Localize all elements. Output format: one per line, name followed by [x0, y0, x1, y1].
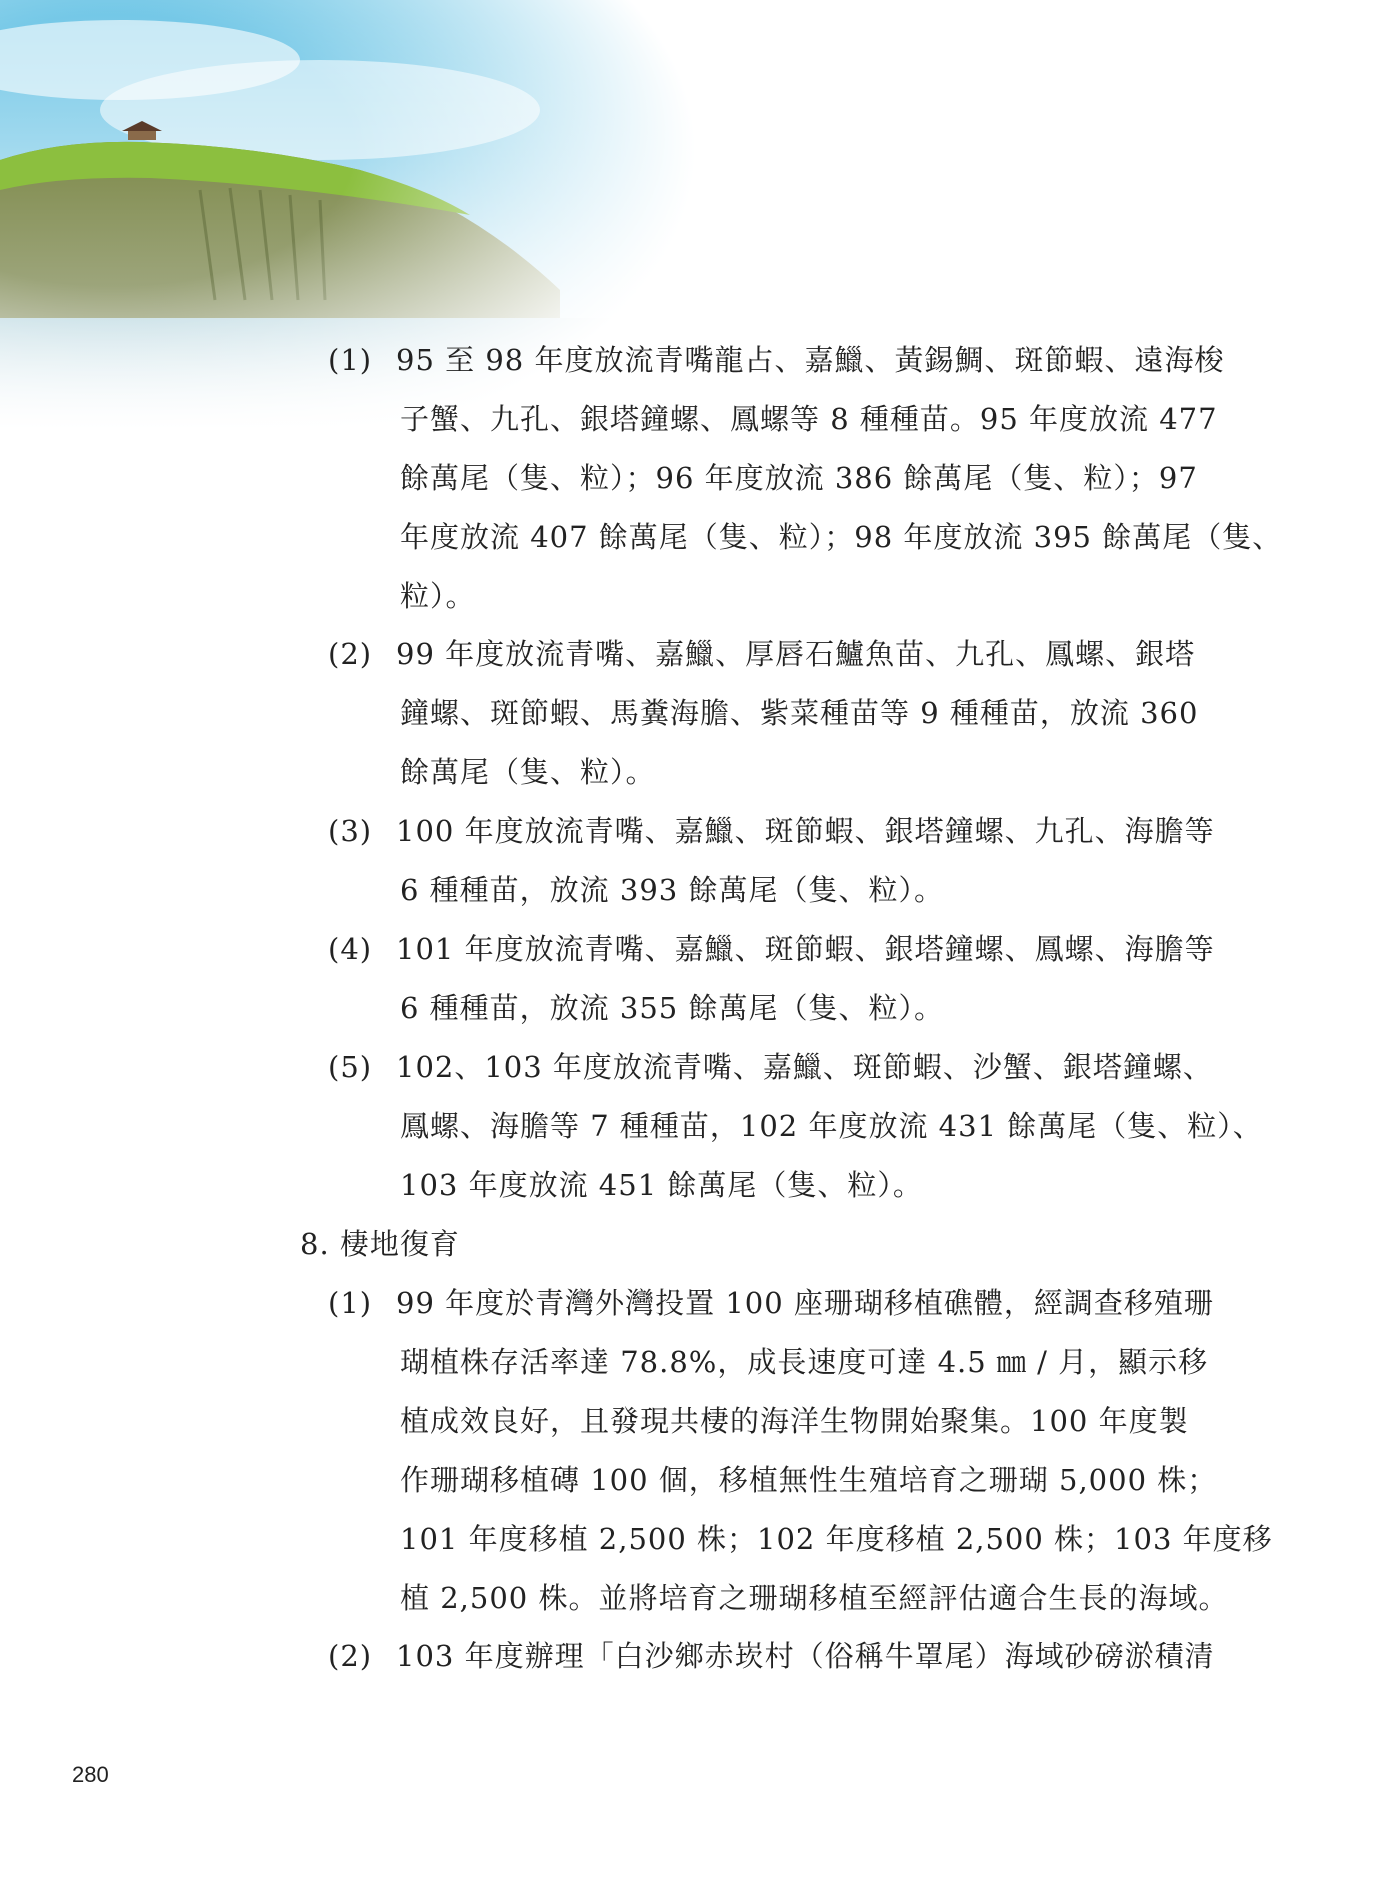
text-line: 102、103 年度放流青嘴、嘉鱲、斑節蝦、沙蟹、銀塔鐘螺、 — [396, 1050, 1213, 1084]
text-line: 瑚植株存活率達 78.8%，成長速度可達 4.5 ㎜ / 月，顯示移 — [400, 1345, 1209, 1379]
text-line: 103 年度放流 451 餘萬尾（隻、粒）。 — [400, 1168, 923, 1202]
list-item — [328, 331, 1282, 626]
text-line: 6 種種苗，放流 355 餘萬尾（隻、粒）。 — [400, 991, 944, 1025]
item-number: (1) — [328, 343, 373, 377]
list-item — [328, 1274, 1273, 1628]
text-line: 鳳螺、海膽等 7 種種苗，102 年度放流 431 餘萬尾（隻、粒）、 — [400, 1109, 1263, 1143]
text-line: 年度放流 407 餘萬尾（隻、粒）；98 年度放流 395 餘萬尾（隻、 — [400, 520, 1283, 554]
item-number: (5) — [328, 1050, 373, 1084]
text-line: 粒）。 — [400, 579, 476, 613]
section-heading: 8. 棲地復育 — [300, 1227, 460, 1261]
text-line: 餘萬尾（隻、粒）；96 年度放流 386 餘萬尾（隻、粒）；97 — [400, 461, 1198, 495]
list-item — [328, 1038, 1263, 1215]
text-line: 子蟹、九孔、銀塔鐘螺、鳳螺等 8 種種苗。95 年度放流 477 — [400, 402, 1218, 436]
list-item — [328, 920, 1215, 1038]
list-item — [328, 1627, 1215, 1686]
text-line: 99 年度放流青嘴、嘉鱲、厚唇石鱸魚苗、九孔、鳳螺、銀塔 — [396, 637, 1196, 671]
text-line: 6 種種苗，放流 393 餘萬尾（隻、粒）。 — [400, 873, 944, 907]
text-line: 餘萬尾（隻、粒）。 — [400, 755, 656, 789]
list-item — [328, 802, 1215, 920]
text-line: 植成效良好，且發現共棲的海洋生物開始聚集。100 年度製 — [400, 1404, 1189, 1438]
text-line: 101 年度移植 2,500 株；102 年度移植 2,500 株；103 年度移 — [400, 1522, 1273, 1556]
page-number: 280 — [72, 1762, 109, 1787]
text-line: 作珊瑚移植磚 100 個，移植無性生殖培育之珊瑚 5,000 株； — [400, 1463, 1218, 1497]
text-line: 植 2,500 株。並將培育之珊瑚移植至經評估適合生長的海域。 — [400, 1581, 1229, 1615]
item-number: (2) — [328, 1639, 373, 1673]
item-number: (2) — [328, 637, 373, 671]
text-line: 鐘螺、斑節蝦、馬糞海膽、紫菜種苗等 9 種種苗，放流 360 — [400, 696, 1199, 730]
item-number: (1) — [328, 1286, 373, 1320]
text-line: 99 年度於青灣外灣投置 100 座珊瑚移植礁體，經調查移殖珊 — [396, 1286, 1214, 1320]
text-line: 95 至 98 年度放流青嘴龍占、嘉鱲、黃錫鯛、斑節蝦、遠海梭 — [396, 343, 1225, 377]
item-number: (4) — [328, 932, 373, 966]
text-line: 100 年度放流青嘴、嘉鱲、斑節蝦、銀塔鐘螺、九孔、海膽等 — [396, 814, 1215, 848]
list-item — [328, 625, 1198, 802]
text-line: 103 年度辦理「白沙鄉赤崁村（俗稱牛罩尾）海域砂磅淤積清 — [396, 1639, 1215, 1673]
item-number: (3) — [328, 814, 373, 848]
text-line: 101 年度放流青嘴、嘉鱲、斑節蝦、銀塔鐘螺、鳳螺、海膽等 — [396, 932, 1215, 966]
